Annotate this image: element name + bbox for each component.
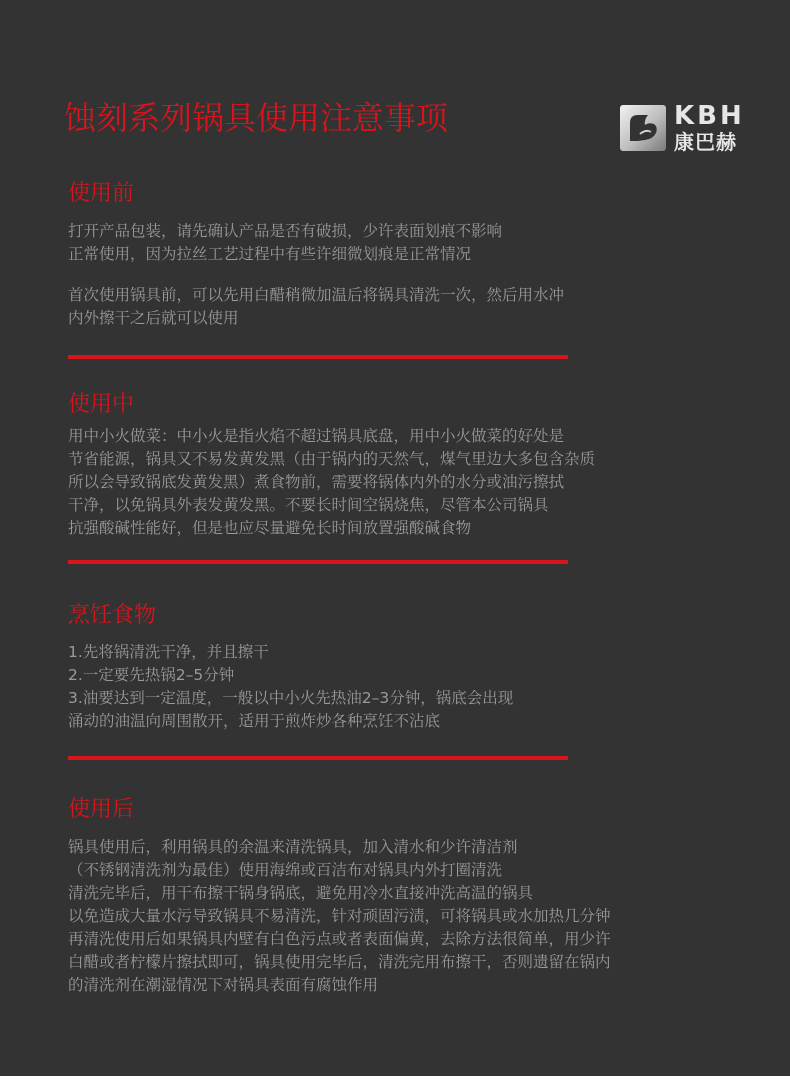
text-line: 的清洗剂在潮湿情况下对锅具表面有腐蚀作用 xyxy=(68,976,379,994)
section-during-use-paragraph xyxy=(68,425,708,540)
brand-logo xyxy=(618,103,750,155)
section-after-use-paragraph xyxy=(68,836,708,997)
section-heading-before-use: 使用前 xyxy=(68,181,135,206)
page-title: 蚀刻系列锅具使用注意事项 xyxy=(64,99,449,137)
text-line: 用中小火做菜：中小火是指火焰不超过锅具底盘，用中小火做菜的好处是 xyxy=(68,427,565,445)
text-line: 3.油要达到一定温度，一般以中小火先热油2–3分钟，锅底会出现 xyxy=(68,689,514,707)
section-heading-after-use: 使用后 xyxy=(68,797,135,822)
section-divider xyxy=(68,560,568,564)
brand-emblem-icon xyxy=(618,103,668,153)
section-divider xyxy=(68,355,568,359)
section-heading-during-use: 使用中 xyxy=(68,392,135,417)
text-line: 内外擦干之后就可以使用 xyxy=(68,309,239,327)
text-line: 1.先将锅清洗干净，并且擦干 xyxy=(68,643,269,661)
text-line: 以免造成大量水污导致锅具不易清洗，针对顽固污渍，可将锅具或水加热几分钟 xyxy=(68,907,611,925)
text-line: 2.一定要先热锅2–5分钟 xyxy=(68,666,235,684)
text-line: 涌动的油温向周围散开，适用于煎炸炒各种烹饪不沾底 xyxy=(68,712,441,730)
text-line: （不锈钢清洗剂为最佳）使用海绵或百洁布对锅具内外打圈清洗 xyxy=(68,861,503,879)
text-line: 再清洗使用后如果锅具内壁有白色污点或者表面偏黄，去除方法很简单，用少许 xyxy=(68,930,611,948)
text-line: 抗强酸碱性能好，但是也应尽量避免长时间放置强酸碱食物 xyxy=(68,519,472,537)
text-line: 白醋或者柠檬片擦拭即可，锅具使用完毕后，清洗完用布擦干，否则遗留在锅内 xyxy=(68,953,611,971)
section-before-use-paragraph-2 xyxy=(68,284,708,330)
section-heading-cooking: 烹饪食物 xyxy=(68,603,157,628)
brand-chinese-name: 康巴赫 xyxy=(674,130,737,154)
section-before-use-paragraph-1 xyxy=(68,220,708,266)
text-line: 所以会导致锅底发黄发黑）煮食物前，需要将锅体内外的水分或油污擦拭 xyxy=(68,473,565,491)
text-line: 打开产品包装，请先确认产品是否有破损，少许表面划痕不影响 xyxy=(68,222,503,240)
brand-latin-name: KBH xyxy=(674,101,745,131)
section-divider xyxy=(68,756,568,760)
text-line: 清洗完毕后，用干布擦干锅身锅底，避免用冷水直接冲洗高温的锅具 xyxy=(68,884,534,902)
text-line: 首次使用锅具前，可以先用白醋稍微加温后将锅具清洗一次，然后用水冲 xyxy=(68,286,565,304)
text-line: 节省能源，锅具又不易发黄发黑（由于锅内的天然气，煤气里边大多包含杂质 xyxy=(68,450,596,468)
text-line: 锅具使用后，利用锅具的余温来清洗锅具，加入清水和少许清洁剂 xyxy=(68,838,518,856)
section-cooking-paragraph xyxy=(68,641,708,733)
text-line: 正常使用，因为拉丝工艺过程中有些许细微划痕是正常情况 xyxy=(68,245,472,263)
text-line: 干净，以免锅具外表发黄发黑。不要长时间空锅烧焦，尽管本公司锅具 xyxy=(68,496,549,514)
